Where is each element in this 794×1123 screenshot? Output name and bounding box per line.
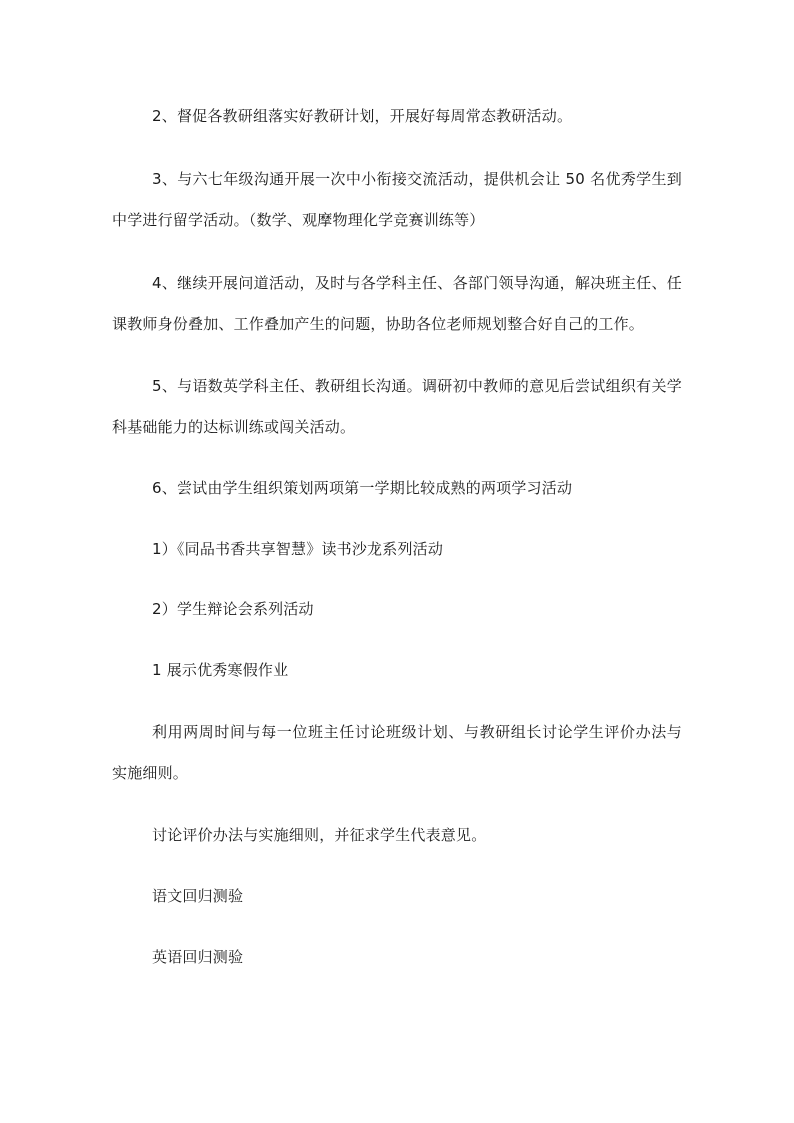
list-item-reading-salon: 1）《同品书香共享智慧》读书沙龙系列活动 <box>152 540 444 558</box>
paragraph-2-supervise-teaching-plans: 2、督促各教研组落实好教研计划，开展好每周常态教研活动。 <box>152 107 573 125</box>
paragraph-3-transition-exchange: 3、与六七年级沟通开展一次中小衔接交流活动，提供机会让 50 名优秀学生到中学进行留学活动。（数学、观摩物理化学竞赛训练等） <box>112 170 682 229</box>
list-item-debate-series: 2）学生辩论会系列活动 <box>152 600 314 618</box>
item-chinese-review-test: 语文回归测验 <box>152 887 244 905</box>
paragraph-6-student-activities: 6、尝试由学生组织策划两项第一学期比较成熟的两项学习活动 <box>152 479 573 497</box>
list-item-winter-homework: 1 展示优秀寒假作业 <box>152 661 289 679</box>
item-english-review-test: 英语回归测验 <box>152 948 244 966</box>
paragraph-two-week-discussion: 利用两周时间与每一位班主任讨论班级计划、与教研组长讨论学生评价办法与实施细则。 <box>112 723 682 782</box>
paragraph-4-inquiry-activity: 4、继续开展问道活动，及时与各学科主任、各部门领导沟通，解决班主任、任课教师身份叠加、工作叠加产生的问题，协助各位老师规划整合好自己的工作。 <box>112 274 682 333</box>
paragraph-5-subject-communication: 5、与语数英学科主任、教研组长沟通。调研初中教师的意见后尝试组织有关学科基础能力的达标训练或闯关活动。 <box>112 377 682 436</box>
paragraph-evaluation-discussion: 讨论评价办法与实施细则，并征求学生代表意见。 <box>152 826 487 844</box>
